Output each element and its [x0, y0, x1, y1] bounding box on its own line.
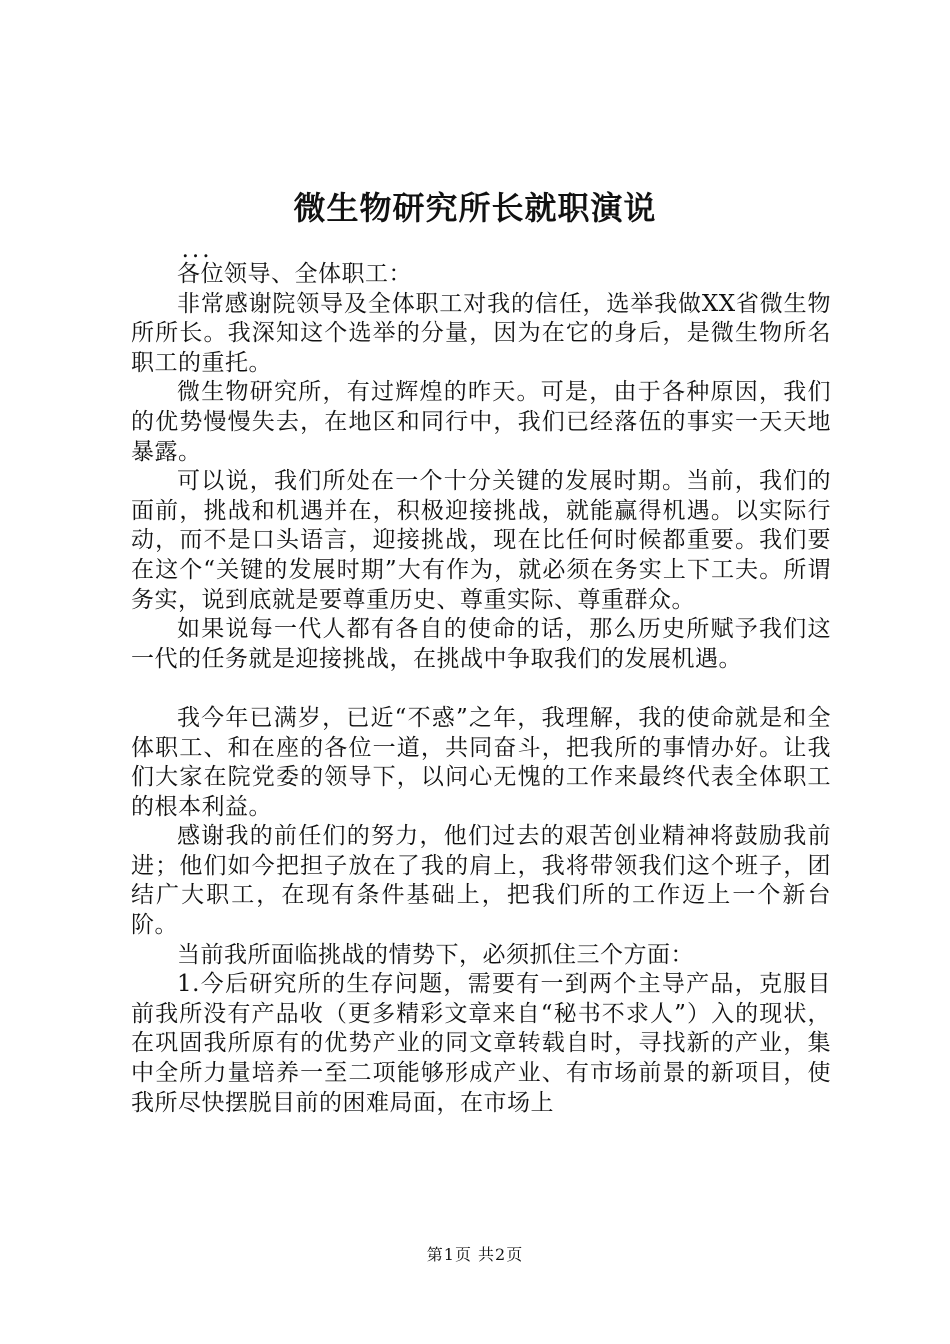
- body-paragraph: 我今年已满岁，已近“不惑”之年，我理解，我的使命就是和全体职工、和在座的各位一道，共同奋斗，把我所的事情办好。让我们大家在院党委的领导下，以问心无愧的工作来最终代表全体职工的根本利益。: [131, 704, 831, 820]
- document-body: [131, 237, 831, 1118]
- body-paragraph: 当前我所面临挑战的情势下，必须抓住三个方面：: [177, 941, 694, 968]
- ellipsis-line: ...: [181, 237, 213, 263]
- page-number-footer: 第1页 共2页: [426, 1245, 524, 1264]
- blank-line: [131, 674, 831, 704]
- body-paragraph: 微生物研究所，有过辉煌的昨天。可是，由于各种原因，我们的优势慢慢失去，在地区和同行中，我们已经落伍的事实一天天地暴露。: [131, 379, 831, 465]
- body-paragraph: 如果说每一代人都有各自的使命的话，那么历史所赋予我们这一代的任务就是迎接挑战，在挑战中争取我们的发展机遇。: [131, 616, 831, 672]
- salutation-paragraph: 各位领导、全体职工：: [177, 261, 412, 287]
- body-paragraph: 感谢我的前任们的努力，他们过去的艰苦创业精神将鼓励我前进；他们如今把担子放在了我的肩上，我将带领我们这个班子，团结广大职工，在现有条件基础上，把我们所的工作迈上一个新台阶。: [131, 823, 831, 939]
- document-title: 微生物研究所长就职演说: [293, 189, 657, 227]
- body-paragraph: 可以说，我们所处在一个十分关键的发展时期。当前，我们的面前，挑战和机遇并在，积极迎接挑战，就能赢得机遇。以实际行动，而不是口头语言，迎接挑战，现在比任何时候都重要。我们要在这个“关键的发展时期”大有作为，就必须在务实上下工夫。所谓务实，说到底就是要尊重历史、尊重实际、尊重群众。: [131, 468, 831, 613]
- body-paragraph: 非常感谢院领导及全体职工对我的信任，选举我做XX省微生物所所长。我深知这个选举的分量，因为在它的身后，是微生物所名职工的重托。: [131, 290, 831, 376]
- body-paragraph: 1.今后研究所的生存问题，需要有一到两个主导产品，克服目前我所没有产品收（更多精彩文章来自“秘书不求人”）入的现状，在巩固我所原有的优势产业的同文章转载自时，寻找新的产业，集中全所力量培养一至二项能够形成产业、有市场前景的新项目，使我所尽快摆脱目前的困难局面，在市场上: [131, 971, 831, 1116]
